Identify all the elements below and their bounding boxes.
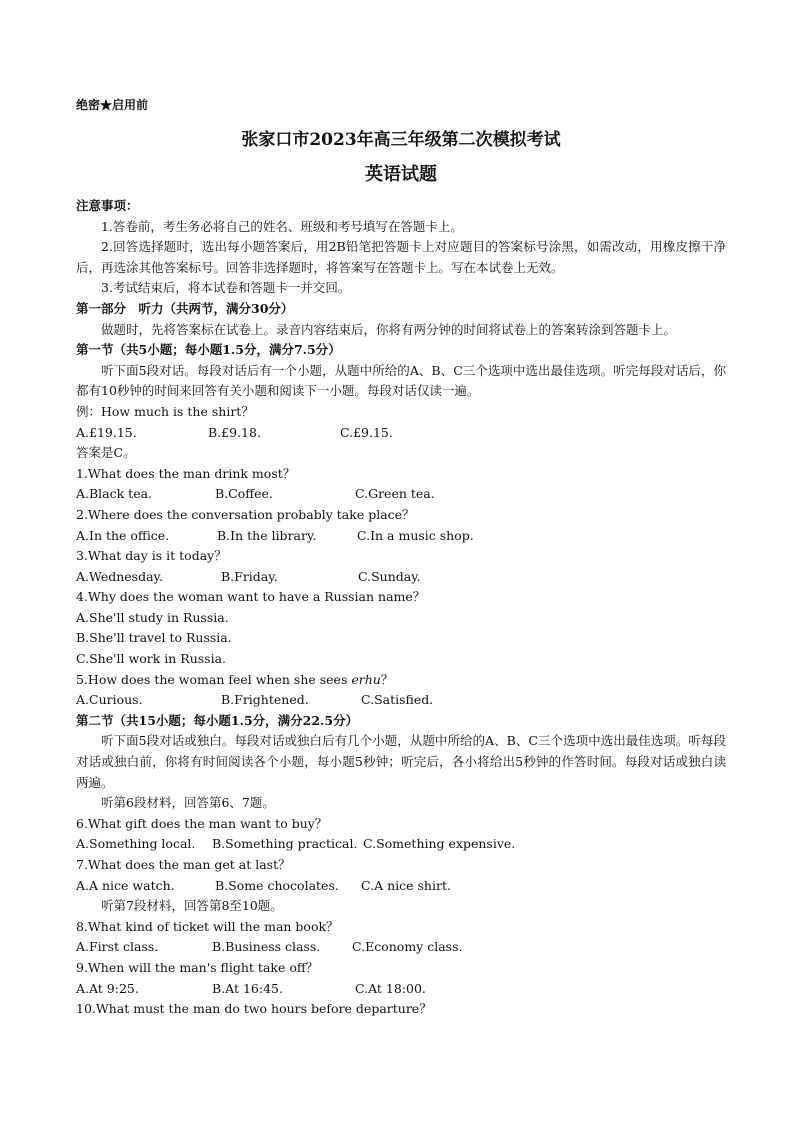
question-7-option-b: B.Some chocolates. [215,877,339,893]
question-5-option-a: A.Curious. [76,692,143,708]
question-6-option-a: A.Something local. [76,836,196,852]
question-2-options [76,526,726,547]
material-6-note: 听第6段材料，回答第6、7题。 [101,795,275,811]
example-options [76,423,726,444]
question-2-option-c: C.In a music shop. [357,527,474,543]
question-3-options [76,567,726,588]
question-9: 9.When will the man's flight take off？ [76,959,319,975]
question-5-mark: ？ [380,671,394,687]
question-6-options [76,834,726,855]
question-5-text: 5.How does the woman feel when she sees [76,671,352,687]
example-option-b: B.£9.18. [208,424,261,440]
question-9-option-a: A.At 9:25. [76,980,139,996]
note-item-1: 1.答卷前，考生务必将自己的姓名、班级和考号填写在答题卡上。 [101,218,463,234]
question-8-option-b: B.Business class. [212,939,321,955]
question-9-option-b: B.At 16:45. [212,980,283,996]
question-4-option-b: B.She'll travel to Russia. [76,630,232,646]
question-7-options [76,876,726,897]
exam-title: 张家口市2023年高三年级第二次模拟考试 [241,130,561,150]
question-6-option-c: C.Something expensive. [363,836,516,852]
example-answer: 答案是C。 [76,445,136,461]
notes-heading: 注意事项： [76,198,139,213]
question-7: 7.What does the man get at last？ [76,857,291,872]
question-8-options [76,937,726,958]
section1-instruction: 听下面5段对话。每段对话后有一个小题，从题中所给的A、B、C三个选项中选出最佳选项。听完每段对话后，你都有10秒钟的时间来回答有关小题和阅读下一小题。每段对话仅读一遍。 [76,362,726,399]
question-4-option-a: A.She'll study in Russia. [76,609,229,625]
question-1-option-a: A.Black tea. [76,486,153,502]
question-3-option-b: B.Friday. [221,568,278,584]
material-7-note: 听第7段材料，回答第8至10题。 [101,898,283,914]
question-5-options [76,690,726,711]
question-5-option-b: B.Frightened. [221,692,309,708]
question-4-option-c: C.She'll work in Russia. [76,651,226,667]
question-1: 1.What does the man drink most？ [76,465,296,481]
subject-title: 英语试题 [365,164,437,185]
question-2-option-a: A.In the office. [76,527,170,543]
question-5 [76,670,726,691]
question-8-option-c: C.Economy class. [352,939,463,955]
section2-instruction: 听下面5段对话或独白。每段对话或独白后有几个小题，从题中所给的A、B、C三个选项中选出最佳选项。听每段对话或独白前，你将有时间阅读各个小题，每小题5秒钟；听完后，各小将给出5秒钟的作答时间。每段对话或独白读两遍。 [76,733,726,790]
question-8-option-a: A.First class. [76,939,159,955]
question-9-option-c: C.At 18:00. [355,980,426,996]
part1-instruction: 做题时，先将答案标在试卷上。录音内容结束后，你将有两分钟的时间将试卷上的答案转涂到答题卡上。 [101,321,677,337]
part1-heading: 第一部分 听力（共两节，满分30分） [76,300,294,316]
question-5-erhu: erhu [351,671,381,687]
note-item-2: 2.回答选择题时，选出每小题答案后，用2B铅笔把答题卡上对应题目的答案标号涂黑，如需改动，用橡皮擦干净后，再选涂其他答案标号。回答非选择题时，将答案写在答题卡上。写在本试卷上无效。 [76,239,726,275]
question-10: 10.What must the man do two hours before departure？ [76,1001,432,1017]
question-1-option-c: C.Green tea. [355,486,435,502]
question-7-option-c: C.A nice shirt. [361,877,451,893]
question-3: 3.What day is it today？ [76,548,227,564]
question-3-option-c: C.Sunday. [358,568,421,584]
question-2: 2.Where does the conversation probably take place？ [76,506,415,522]
question-1-options [76,484,726,505]
question-5-option-c: C.Satisfied. [361,692,434,708]
question-4: 4.Why does the woman want to have a Russian name？ [76,589,426,605]
question-9-options [76,979,726,1000]
question-8: 8.What kind of ticket will the man book？ [76,918,339,934]
question-1-option-b: B.Coffee. [215,486,273,502]
question-3-option-a: A.Wednesday. [76,568,163,584]
section1-heading: 第一节（共5小题；每小题1.5分，满分7.5分） [76,342,341,358]
note-item-3: 3.考试结束后，将本试卷和答题卡一并交回。 [101,280,351,296]
question-6-option-b: B.Something practical. [212,836,358,852]
question-2-option-b: B.In the library. [217,527,317,543]
confidential-label: 绝密★启用前 [76,98,149,112]
example-option-c: C.£9.15. [340,424,393,440]
example-option-a: A.£19.15. [76,424,137,440]
section2-heading: 第二节（共15小题；每小题1.5分，满分22.5分） [76,712,359,728]
question-7-option-a: A.A nice watch. [76,877,175,893]
question-6: 6.What gift does the man want to buy？ [76,815,328,831]
example-question: 例：How much is the shirt？ [76,403,254,419]
exam-page [76,96,726,1020]
